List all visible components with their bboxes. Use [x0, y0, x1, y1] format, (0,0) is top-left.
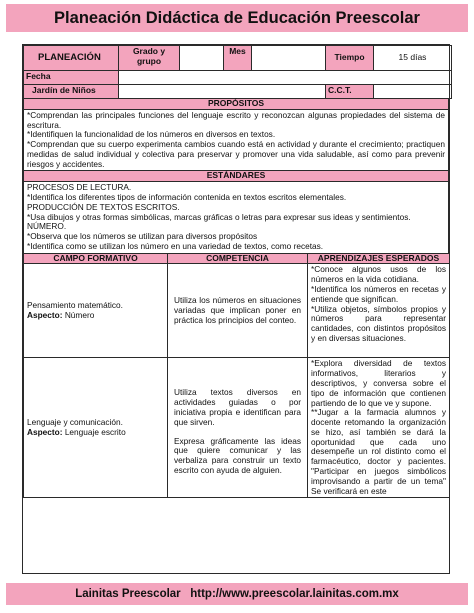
aprendizaje-item: **Jugar a la farmacia alumnos y docente retomando la organización se hizo, así también se dará la oportunidad que cada uno desempeñe un rol distinto como el farmacéutico, doctor y pacientes. "Participar en juegos simbólicos improvisando a partir de un tema" Se verificará en este — [311, 407, 446, 496]
footer-banner — [6, 583, 468, 605]
estandar-item: *Observa que los números se utilizan para diversos propósitos — [27, 231, 258, 242]
info-table — [23, 45, 452, 99]
campo-name: Lenguaje y comunicación. — [27, 417, 123, 428]
col-header-aprendizajes: APRENDIZAJES ESPERADOS — [308, 253, 450, 264]
competencies-table — [23, 253, 450, 499]
competencia-cell — [168, 264, 308, 358]
tiempo-value: 15 días — [374, 46, 452, 71]
estandar-item: *Identifica los diferentes tipos de información contenida en textos escritos elementales. — [27, 192, 347, 202]
competencia-text: Utiliza los números en situaciones variadas que implican poner en práctica los principios del conteo. — [174, 295, 301, 325]
propositos-heading: PROPÓSITOS — [24, 99, 449, 110]
col-header-competencia: COMPETENCIA — [168, 253, 308, 264]
aspecto-value: Lenguaje escrito — [64, 426, 126, 437]
aspecto-value: Número — [64, 309, 95, 320]
aspecto-label: Aspecto: — [27, 309, 63, 320]
grado-value-cell — [180, 46, 224, 71]
aprendizaje-item: *Identifica los números en recetas y entiende que significan. — [311, 284, 446, 304]
estandar-item: PROCESOS DE LECTURA. — [27, 182, 132, 193]
aprendizajes-cell — [308, 264, 450, 358]
tiempo-label: Tiempo — [326, 46, 374, 71]
estandar-item: PRODUCCIÓN DE TEXTOS ESCRITOS. — [27, 201, 180, 212]
competencia-text: Utiliza textos diversos en actividades guiadas o por iniciativa propia e identifican para que sirven. — [174, 387, 301, 427]
campo-name: Pensamiento matemático. — [27, 300, 123, 311]
fecha-label: Fecha — [24, 71, 119, 85]
col-header-campo: CAMPO FORMATIVO — [24, 253, 168, 264]
estandar-item: *Usa dibujos y otras formas simbólicas, marcas gráficas o letras para expresar sus ideas y sentimientos. — [27, 211, 411, 222]
grado-label: Grado y grupo — [119, 46, 180, 71]
aspecto-label: Aspecto: — [27, 426, 63, 437]
jardin-value-cell — [119, 85, 326, 99]
estandares-body — [24, 182, 449, 253]
header-title: Planeación Didáctica de Educación Preescolar — [54, 9, 420, 27]
table-row — [24, 264, 450, 358]
aprendizajes-cell — [308, 358, 450, 498]
fecha-value-cell — [119, 71, 452, 85]
footer-text: Lainitas Preescolar http://www.preescolar.lainitas.com.mx — [75, 588, 399, 600]
table-row — [24, 358, 450, 498]
cct-label: C.C.T. — [326, 85, 374, 99]
goals-table — [23, 98, 449, 254]
campo-cell — [24, 264, 168, 358]
mes-label: Mes — [224, 46, 252, 71]
planeacion-label: PLANEACIÓN — [24, 46, 119, 71]
planning-document — [22, 44, 450, 574]
jardin-label: Jardín de Niños — [24, 85, 119, 99]
competencia-text: Expresa gráficamente las ideas que quiere comunicar y las verbaliza para construir un texto escrito con ayuda de alguien. — [174, 435, 301, 475]
aprendizaje-item: *Utiliza objetos, símbolos propios y números para representar cantidades, con distintos propósitos y en diversas situaciones. — [311, 303, 446, 343]
estandar-item: *Identifica como se utilizan los número en una variedad de textos, como recetas. — [27, 240, 324, 251]
mes-value-cell — [252, 46, 326, 71]
propositos-body — [24, 109, 449, 171]
aprendizaje-item: *Explora diversidad de textos informativos, literarios y descriptivos, y conversa sobre el tipo de información que contienen partiendo de lo que ve y supone. — [311, 358, 446, 408]
proposito-item: *Comprendan las principales funciones del lenguaje escrito y reconozcan algunas propiedades del sistema de escritura. — [27, 109, 445, 130]
cct-value-cell — [374, 85, 452, 99]
estandar-item: NÚMERO. — [27, 221, 67, 232]
proposito-item: *Identifiquen la funcionalidad de los números en diversos en textos. — [27, 129, 276, 140]
aprendizaje-item: *Conoce algunos usos de los números en la vida cotidiana. — [311, 264, 446, 285]
estandares-heading: ESTÁNDARES — [24, 171, 449, 182]
campo-cell — [24, 358, 168, 498]
header-banner — [6, 4, 468, 32]
proposito-item: *Comprendan que su cuerpo experimenta cambios cuando está en actividad y durante el crecimiento; practiquen medidas de salud individual y colectiva para preservar y promover una vida saludable, así como para prevenir riesgos y accidentes. — [27, 139, 445, 169]
competencia-cell — [168, 358, 308, 498]
